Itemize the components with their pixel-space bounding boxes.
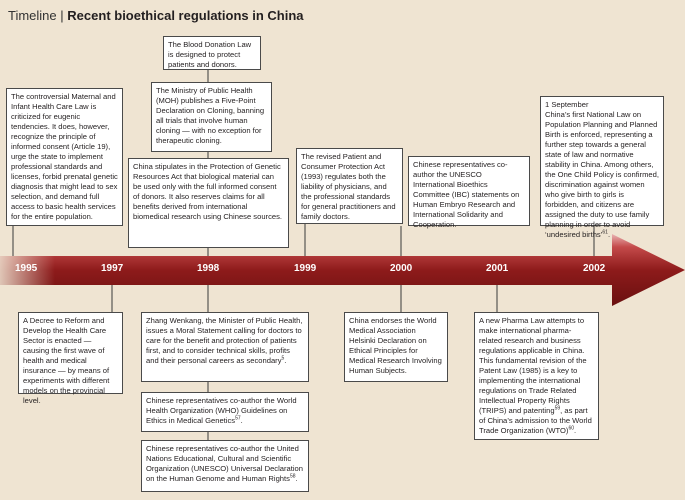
year-1999: 1999 [294,263,317,274]
event-1998-who-ref: 57 [235,415,241,422]
event-1999-patient-protection [296,148,403,224]
event-1998-who-text: Chinese representatives co-author the World Health Organization (WHO) Guidelines on Ethics in Medical Genetics [146,396,297,425]
event-1999-text: The revised Patient and Consumer Protection Act (1993) regulates both the liability of physicians, and the professional standards for general practitioners and family doctors. [301,152,396,221]
year-1998: 1998 [197,263,220,274]
year-2001: 2001 [486,263,509,274]
event-1995-text: The controversial Maternal and Infant Health Care Law is criticized for eugenic tendencies. It does, however, recognize the principle of informed consent (Article 19), urge the state to implement professional standards and licenses, forbid prenatal genetic diagnosis that might lead to sex selection, and demand full access to basic health services for the entire population. [11,92,118,221]
event-1998-cloning [151,82,272,152]
event-1998-zhang-text: Zhang Wenkang, the Minister of Public Health, issues a Moral Statement calling for doctors to care for the benefit and protection of patients first, and to consider technical skills, profits and their personal careers as secondary [146,316,303,365]
year-1997: 1997 [101,263,124,274]
event-1998-unesco-declaration: Chinese representatives co-author the United Nations Educational, Cultural and Scientific Organization (UNESCO) Universal Declaration on the Human Genome and Human Rights$^{58}$. [141,440,309,492]
event-2000-top-text: Chinese representatives co-author the UNESCO International Bioethics Committee (IBC) statements on Human Embryo Research and International Solidarity and Cooperation. [413,160,520,229]
event-2002-date: 1 September [545,100,589,109]
event-1998-blood-donation [163,36,261,70]
event-1998-genetic-text: China stipulates in the Protection of Genetic Resources Act that biological material can be used only with the full informed consent of donors. It also reserves claims for all benefits derived from international biomedical research using Chinese sources. [133,162,282,221]
event-1997-text: A Decree to Reform and Develop the Health Care Sector is enacted — causing the first wave of health and medical insurance — by means of experiments with different models on the provincial level. [23,316,110,405]
event-1998-unesco-text: Chinese representatives co-author the United Nations Educational, Cultural and Scientific Organization (UNESCO) Universal Declaration on the Human Genome and Human Rights [146,444,303,483]
event-2001-ref1: 59 [554,405,561,412]
event-2001-pharma-law: A new Pharma Law attempts to make international pharma-related research and business regulations applicable in China. This fundamental revision of the Patent Law (1985) is a key to implementing the international regulations on Trade Related Intellectual Property Rights (TRIPS) and patenting$^{59}$, as part of China’s admission to the World Trade Organization (WTO)$^{60}$. [474,312,599,440]
event-2002-text: China’s first National Law on Population Planning and Planned Birth is enforced, representing a further step towards a general state of law and normative stability in China. Among others, the One Child Policy is confirmed, discrimination against women who give birth to girls is forbidden, and citizens are assigned the duty to use family planning in order to avoid ‘undesired births’ [545,110,659,239]
event-1998-blood-text: The Blood Donation Law is designed to protect patients and donors. [168,40,252,69]
year-1995: 1995 [15,263,38,274]
event-1998-who-guidelines: Chinese representatives co-author the World Health Organization (WHO) Guidelines on Ethics in Medical Genetics$^{57}$. [141,392,309,432]
event-2000-helsinki [344,312,448,382]
event-1998-zhang-ref: 5 [281,355,285,362]
title-separator: | [60,8,64,23]
event-1997-health-reform [18,312,123,405]
event-1998-cloning-text: The Ministry of Public Health (MOH) publishes a Five-Point Declaration on Cloning, banning all trials that involve human cloning — with no exception for therapeutic cloning. [156,86,265,145]
event-2002-ref: 61 [602,229,608,236]
event-1998-genetic-resources [128,158,289,248]
event-2001-text: A new Pharma Law attempts to make international pharma-related research and business regulations applicable in China. This fundamental revision of the Patent Law (1985) is a key to implementing the international regulations on Trade Related Intellectual Property Rights (TRIPS) and patenting [479,316,587,415]
event-2001-ref2: 60 [568,425,575,432]
event-1995-maternal-law [6,88,123,226]
event-2001-text-mid: , as part of China’s admission to the World Trade Organization (WTO) [479,406,592,435]
event-1998-moral-statement: Zhang Wenkang, the Minister of Public Health, issues a Moral Statement calling for doctors to care for the benefit and protection of patients first, and to consider technical skills, profits and their personal careers as secondary$^5$. [141,312,309,382]
event-2000-ibc [408,156,530,229]
title-label: Timeline [8,8,57,23]
year-2002: 2002 [583,263,606,274]
event-1998-unesco-ref: 58 [289,473,296,480]
event-2000-bottom-text: China endorses the World Medical Association Helsinki Declaration on Ethical Principles for Medical Research Involving Human Subjects. [349,316,442,375]
page-title [8,8,304,23]
title-text: Recent bioethical regulations in China [67,8,304,23]
year-2000: 2000 [390,263,413,274]
event-2002-population-law: 1 September China’s first National Law on Population Planning and Planned Birth is enforced, representing a further step towards a general state of law and normative stability in China. Among others, the One Child Policy is confirmed, discrimination against women who give birth to girls is forbidden, and citizens are assigned the duty to use family planning in order to avoid ‘undesired births’$^{61}$. [540,96,664,226]
